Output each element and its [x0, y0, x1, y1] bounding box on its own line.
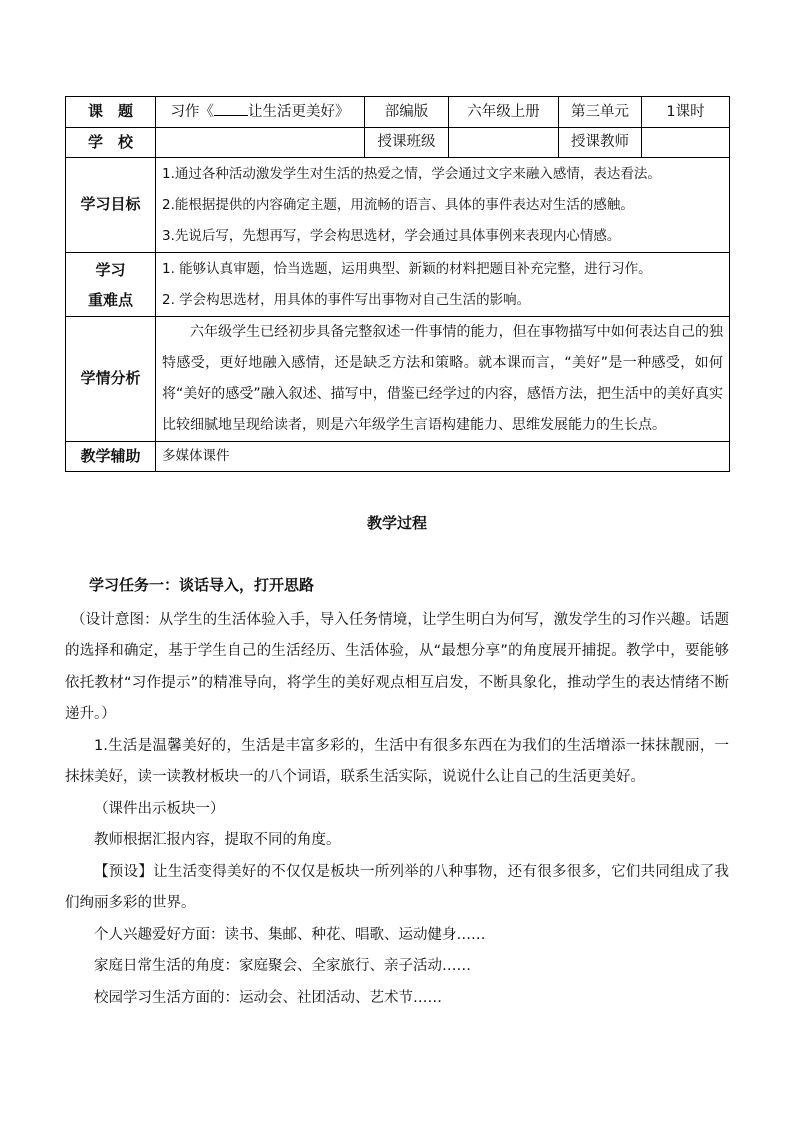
- step1-text: 1.生活是温馨美好的，生活是丰富多彩的，生活中有很多东西在为我们的生活增添一抹抹靓丽，一抹抹美好，读一读教材板块一的八个词语，联系生活实际，说说什么让自己的生活更美好。: [65, 737, 729, 785]
- grade-cell: 六年级上册: [449, 97, 559, 128]
- key-points-content: [156, 253, 730, 317]
- teacher-note: 教师根据汇报内容，提取不同的角度。: [94, 832, 341, 848]
- courseware-note: （课件出示板块一）: [94, 800, 225, 817]
- teacher-value: [642, 128, 730, 158]
- key-points-label-line2: 重难点: [87, 290, 133, 309]
- table-row-aids: [66, 442, 730, 472]
- aspect-item: 家庭日常生活的角度：家庭聚会、全家旅行、亲子活动……: [94, 958, 471, 974]
- analysis-text: 六年级学生已经初步具备完整叙述一件事情的能力，但在事物描写中如何表达自己的独特感受，更好地融入感情，还是缺乏方法和策略。就本课而言，“美好”是一种感受，如何将“美好的感受”融入叙述、描写中，借鉴已经学过的内容，感悟方法，把生活中的美好真实比较细腻地呈现给读者，则是六年级学生言语构建能力、思维发展能力的生长点。: [162, 324, 723, 433]
- key-point-item: 2. 学会构思选材，用具体的事件写出事物对自己生活的影响。: [162, 291, 531, 308]
- preset-paragraph: [65, 857, 729, 920]
- task1-title: 学习任务一：谈话导入，打开思路: [89, 576, 315, 594]
- table-row-topic: [66, 97, 730, 128]
- school-value: [156, 128, 365, 158]
- teacher-label: 授课教师: [559, 128, 642, 158]
- class-label: 授课班级: [365, 128, 449, 158]
- analysis-content: [156, 317, 730, 442]
- aspect-item: 校园学习生活方面的：运动会、社团活动、艺术节……: [94, 989, 442, 1006]
- aids-label: 教学辅助: [66, 442, 156, 472]
- goals-content: [156, 158, 730, 253]
- class-value: [449, 128, 559, 158]
- goal-item: 3.先说后写，先想再写，学会构思选材，学会通过具体事例来表现内心情感。: [162, 227, 621, 244]
- goal-item: 2.能根据提供的内容确定主题，用流畅的语言、具体的事件表达对生活的感触。: [162, 196, 634, 213]
- table-row-key-points: [66, 253, 730, 317]
- unit-cell: 第三单元: [559, 97, 642, 128]
- table-row-goals: [66, 158, 730, 253]
- key-point-item: 1. 能够认真审题，恰当选题，运用典型、新颖的材料把题目补充完整，进行习作。: [162, 260, 652, 277]
- goals-label: 学习目标: [66, 158, 156, 253]
- topic-label: 课 题: [66, 97, 156, 128]
- school-label: 学 校: [66, 128, 156, 158]
- topic-suffix: 让生活更美好》: [248, 103, 350, 120]
- table-row-school: [66, 128, 730, 158]
- aids-value: 多媒体课件: [156, 442, 730, 472]
- hours-cell: 1课时: [642, 97, 730, 128]
- topic-prefix: 习作《: [170, 103, 214, 120]
- table-row-analysis: [66, 317, 730, 442]
- aspect-item: 个人兴趣爱好方面：读书、集邮、种花、唱歌、运动健身……: [94, 926, 486, 943]
- task1-section: [65, 570, 729, 1014]
- lesson-info-table: [65, 96, 730, 472]
- key-points-label: [66, 253, 156, 317]
- preset-text: 让生活变得美好的不仅仅是板块一所列举的八种事物，还有很多很多，它们共同组成了我们绚丽多彩的世界。: [65, 863, 730, 911]
- topic-value: [156, 97, 365, 128]
- design-intent: （设计意图：从学生的生活体验入手，导入任务情境，让学生明白为何写，激发学生的习作兴趣。话题的选择和确定，基于学生自己的生活经历、生活体验，从“最想分享”的角度展开捕捉。教学中，要能够依托教材“习作提示”的精准导向，将学生的美好观点相互启发，不断具象化，推动学生的表达情绪不断递升。）: [65, 611, 729, 722]
- key-points-label-line1: 学习: [95, 260, 126, 279]
- analysis-label: 学情分析: [66, 317, 156, 442]
- process-title: 教学过程: [366, 514, 427, 532]
- goal-item: 1.通过各种活动激发学生对生活的热爱之情，学会通过文字来融入感情，表达看法。: [162, 165, 661, 182]
- topic-blank-line: [214, 103, 248, 116]
- preset-tag: 【预设】: [94, 863, 154, 880]
- edition-cell: 部编版: [365, 97, 449, 128]
